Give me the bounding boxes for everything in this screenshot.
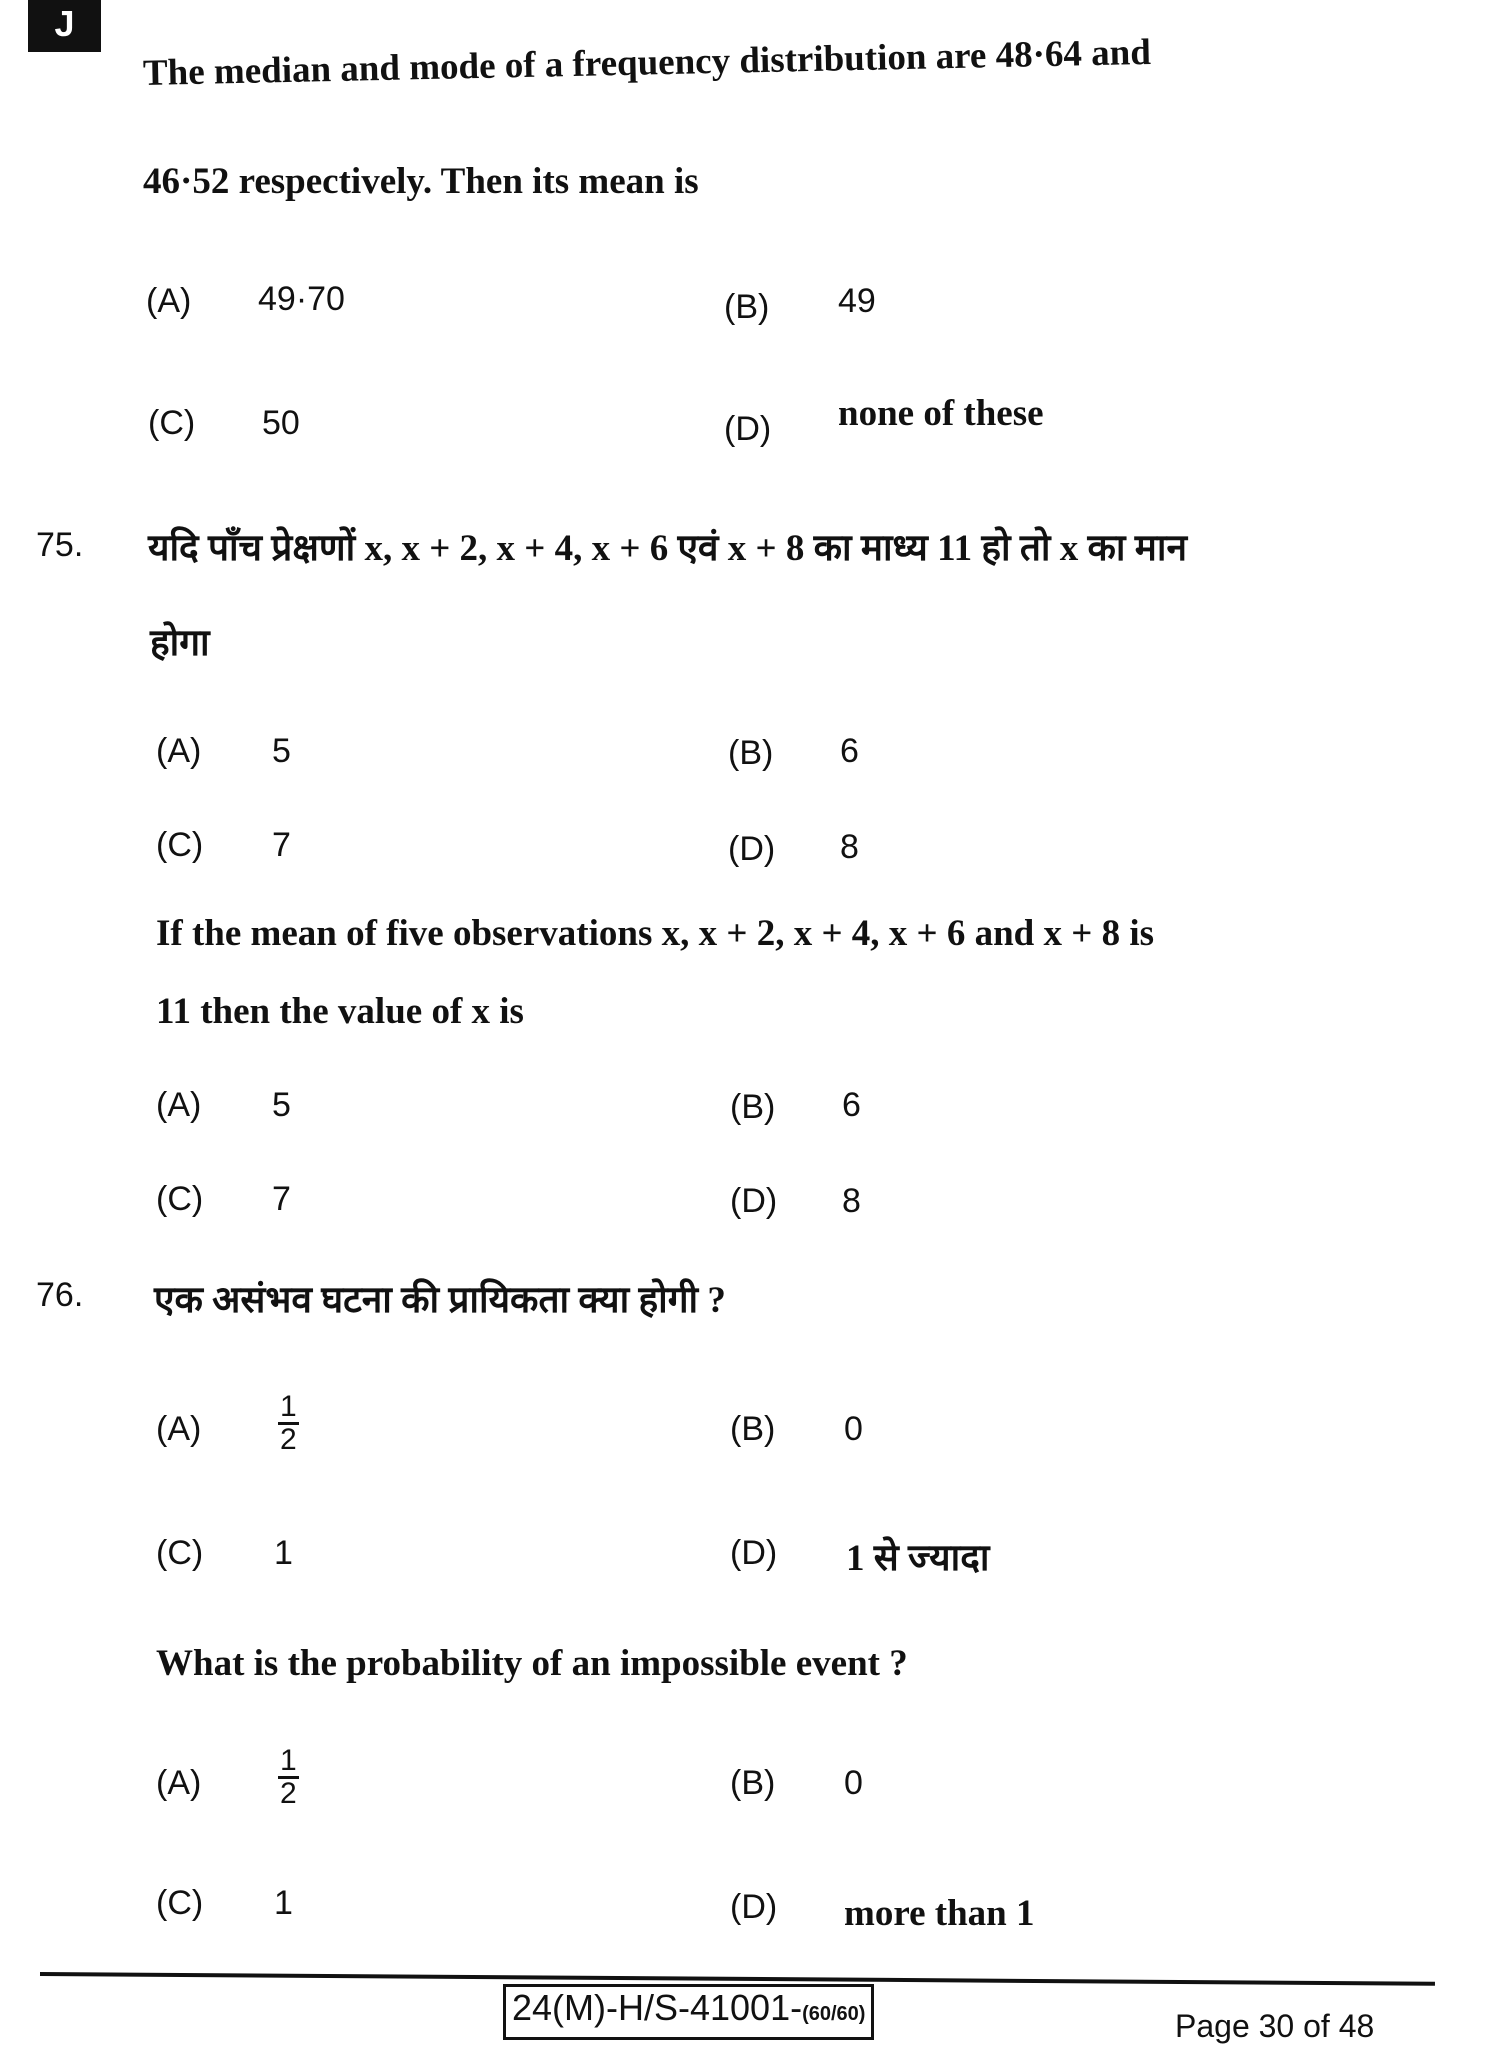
q76-english-option-c-value: 1	[274, 1884, 293, 1922]
q76-hindi-option-d-label: (D)	[730, 1534, 778, 1572]
q75-english-option-b-value: 6	[842, 1086, 861, 1124]
q75-hindi-line2: होगा	[150, 623, 210, 664]
q76-english-option-a-fraction	[278, 1746, 299, 1809]
paper-code-box	[503, 1984, 874, 2040]
q74-line2: 46·52 respectively. Then its mean is	[143, 161, 699, 202]
q75-hindi-option-c-label: (C)	[156, 826, 204, 864]
q74-option-d-label: (D)	[724, 410, 772, 448]
q75-hindi-option-d-label: (D)	[728, 830, 776, 868]
section-badge: J	[28, 0, 101, 52]
numerator: 1	[280, 1744, 297, 1777]
q75-hindi-option-b-label: (B)	[728, 734, 774, 772]
page-number: Page 30 of 48	[1175, 2008, 1375, 2044]
q75-english-line1: If the mean of five observations x, x + 2, x + 4, x + 6 and x + 8 is	[156, 913, 1155, 954]
q74-option-b-value: 49	[838, 282, 876, 320]
q74-line1: The median and mode of a frequency distribution are 48·64 and	[142, 31, 1152, 94]
q76-hindi-option-a-fraction	[278, 1392, 299, 1455]
q75-english-option-a-label: (A)	[156, 1086, 202, 1124]
q76-hindi-option-c-label: (C)	[156, 1534, 204, 1572]
denominator: 2	[280, 1423, 297, 1456]
denominator: 2	[280, 1777, 297, 1810]
q75-hindi-option-a-label: (A)	[156, 732, 202, 770]
q74-option-a-value: 49·70	[258, 280, 345, 318]
q74-option-d-value: none of these	[838, 393, 1044, 434]
q75-english-line2: 11 then the value of x is	[156, 991, 524, 1032]
q74-option-b-label: (B)	[724, 288, 770, 326]
q76-hindi-option-b-value: 0	[844, 1410, 863, 1448]
q75-hindi-option-b-value: 6	[840, 732, 859, 770]
q74-option-c-value: 50	[262, 404, 300, 442]
q76-english-option-b-label: (B)	[730, 1764, 776, 1802]
q76-hindi-option-d-value: 1 से ज्यादा	[846, 1538, 990, 1579]
paper-code: 24(M)-H/S-41001-	[512, 1987, 803, 2028]
q75-hindi-option-a-value: 5	[272, 732, 291, 770]
q76-number: 76.	[36, 1276, 84, 1314]
q76-english-option-c-label: (C)	[156, 1884, 204, 1922]
q75-hindi-option-c-value: 7	[272, 826, 291, 864]
numerator: 1	[280, 1390, 297, 1423]
q76-hindi-option-a-label: (A)	[156, 1410, 202, 1448]
q76-hindi-option-c-value: 1	[274, 1534, 293, 1572]
q75-english-option-d-label: (D)	[730, 1182, 778, 1220]
q76-english-question: What is the probability of an impossible event ?	[156, 1643, 908, 1684]
q75-english-option-b-label: (B)	[730, 1088, 776, 1126]
q74-option-c-label: (C)	[148, 404, 196, 442]
q75-english-option-a-value: 5	[272, 1086, 291, 1124]
q76-hindi-question: एक असंभव घटना की प्रायिकता क्या होगी ?	[154, 1280, 726, 1321]
paper-code-suffix: (60/60)	[802, 2003, 866, 2025]
q76-hindi-option-b-label: (B)	[730, 1410, 776, 1448]
q75-english-option-c-value: 7	[272, 1180, 291, 1218]
q75-number: 75.	[36, 526, 84, 564]
q76-english-option-d-value: more than 1	[844, 1893, 1035, 1934]
q76-english-option-a-label: (A)	[156, 1764, 202, 1802]
q75-hindi-line1: यदि पाँच प्रेक्षणों x, x + 2, x + 4, x + 6 एवं x + 8 का माध्य 11 हो तो x का मान	[148, 528, 1188, 569]
q75-hindi-option-d-value: 8	[840, 828, 859, 866]
q74-option-a-label: (A)	[146, 282, 192, 320]
q76-english-option-d-label: (D)	[730, 1888, 778, 1926]
q75-english-option-c-label: (C)	[156, 1180, 204, 1218]
q76-english-option-b-value: 0	[844, 1764, 863, 1802]
q75-english-option-d-value: 8	[842, 1182, 861, 1220]
